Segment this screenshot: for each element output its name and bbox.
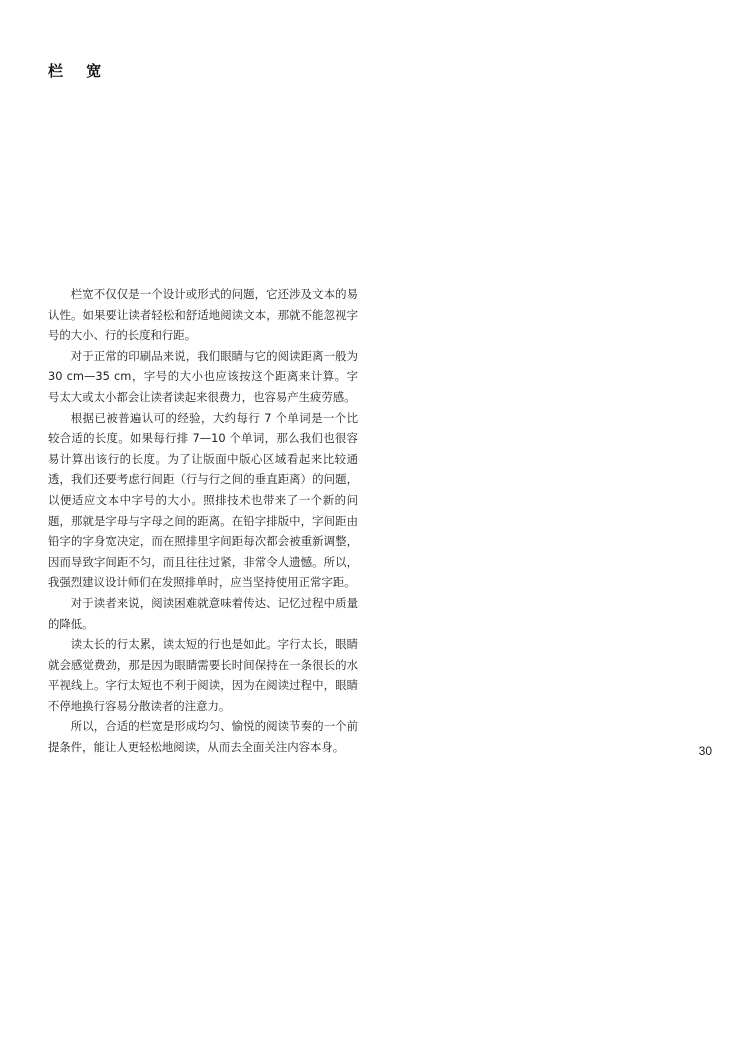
paragraph: 对于正常的印刷品来说，我们眼睛与它的阅读距离一般为 30 cm—35 cm，字号的大小也应该按这个距离来计算。字号太大或太小都会让读者读起来很费力，也容易产生疲劳感。 <box>48 348 358 404</box>
page-title: 栏 宽 <box>48 62 111 80</box>
body-text <box>48 284 358 758</box>
paragraph: 对于读者来说，阅读困难就意味着传达、记忆过程中质量的降低。 <box>48 595 358 631</box>
paragraph: 读太长的行太累，读太短的行也是如此。字行太长，眼睛就会感觉费劲，那是因为眼睛需要长时间保持在一条很长的水平视线上。字行太短也不利于阅读，因为在阅读过程中，眼睛不停地换行容易分散读者的注意力。 <box>48 637 358 713</box>
paragraph: 所以，合适的栏宽是形成均匀、愉悦的阅读节奏的一个前提条件，能让人更轻松地阅读，从而去全面关注内容本身。 <box>48 719 358 755</box>
paragraph: 根据已被普遍认可的经验，大约每行 7 个单词是一个比较合适的长度。如果每行排 7—10 个单词，那么我们也很容易计算出该行的长度。为了让版面中版心区域看起来比较通透，我们还要考虑行间距（行与行之间的垂直距离）的问题，以便适应文本中字号的大小。照排技术也带来了一个新的问题，那就是字母与字母之间的距离。在铅字排版中，字间距由铅字的字身宽决定，而在照排里字间距每次都会被重新调整，因而导致字间距不匀，而且往往过紧，非常令人遗憾。所以，我强烈建议设计师们在发照排单时，应当坚持使用正常字距。 <box>48 410 358 590</box>
paragraph: 栏宽不仅仅是一个设计或形式的问题，它还涉及文本的易认性。如果要让读者轻松和舒适地阅读文本，那就不能忽视字号的大小、行的长度和行距。 <box>48 287 358 343</box>
page-number: 30 <box>698 744 712 758</box>
